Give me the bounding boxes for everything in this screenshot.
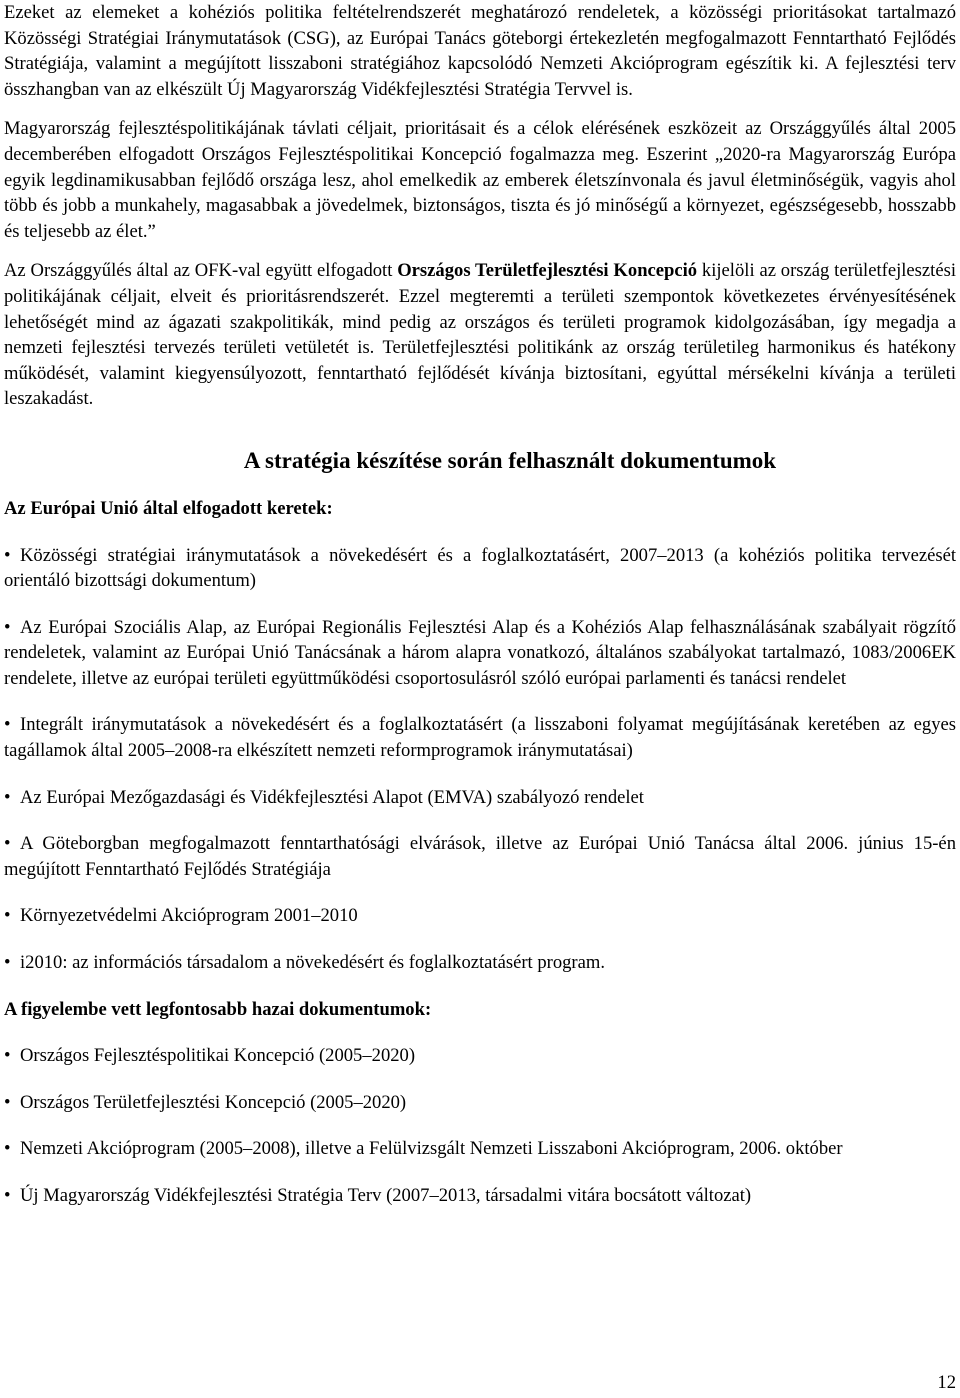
- eu-list-item: [4, 543, 956, 594]
- paragraph-otk-start: Az Országgyűlés által az OFK-val együtt elfogadott: [4, 260, 398, 282]
- eu-list-item: [4, 712, 956, 763]
- hu-section-title: A figyelembe vett legfontosabb hazai dokumentumok:: [4, 998, 432, 1020]
- eu-list-item-text: A Göteborgban megfogalmazott fenntarthatósági elvárások, illetve az Európai Unió Tanácsa által 2006. június 15-én megújított Fenntartható Fejlődés Stratégiája: [4, 833, 956, 880]
- eu-list-item: [4, 615, 956, 692]
- hu-list-item: [4, 1183, 956, 1209]
- eu-list-item-text: Környezetvédelmi Akcióprogram 2001–2010: [20, 905, 358, 927]
- hu-list-item-text: Nemzeti Akcióprogram (2005–2008), illetve a Felülvizsgált Nemzeti Lisszaboni Akcióprogram, 2006. október: [20, 1138, 843, 1160]
- bullet-icon: •: [4, 544, 11, 566]
- bullet-icon: •: [4, 905, 11, 927]
- bullet-icon: •: [4, 1185, 11, 1206]
- eu-list-item: [4, 903, 956, 929]
- bullet-icon: •: [4, 786, 11, 808]
- section-heading: A stratégia készítése során felhasznált dokumentumok: [243, 447, 777, 473]
- hu-list-item-text: Országos Területfejlesztési Koncepció (2005–2020): [20, 1091, 407, 1113]
- paragraph-otk-bold: Országos Területfejlesztési Koncepció: [397, 260, 698, 282]
- eu-list-item-text: i2010: az információs társadalom a növekedésért és foglalkoztatásért program.: [20, 952, 605, 974]
- bullet-icon: •: [4, 714, 11, 736]
- hu-list-item: [4, 1090, 956, 1116]
- paragraph-ofk: Magyarország fejlesztéspolitikájának távlati céljait, prioritásait és a célok elérésének eszközeit az Országgyűlés által 2005 decemberében elfogadott Országos Fejlesztéspolitikai Koncepció fogalmazza meg. Eszerint „2020-ra Magyarország Európa egyik legdinamikusabban fejlődő országa lesz, ahol emelkedik az emberek életszínvonala és javul életminőségük, vagyis ahol több és jobb a munkahely, magasabbak a jövedelmek, biztonságos, tiszta és jó minőségű a környezet, egészségesebb, hosszabb és teljesebb az élet.”: [4, 118, 956, 242]
- eu-list-item-text: Az Európai Szociális Alap, az Európai Regionális Fejlesztési Alap és a Kohéziós Alap felhasználásának szabályait rögzítő rendeletek, valamint az Európai Unió Tanácsának a három alapra vonatkozó, általános szabályokat tartalmazó, 1083/2006EK rendelete, illetve az európai területi együttműködési csoportosulásról szóló európai parlamenti és tanácsi rendelet: [4, 616, 956, 689]
- eu-list-item: [4, 831, 956, 882]
- eu-list-item-text: Integrált iránymutatások a növekedésért és a foglalkoztatásért (a lisszaboni folyamat megújításának keretében az egyes tagállamok által 2005–2008-ra elkészített nemzeti reformprogramok iránymutatásai): [4, 714, 956, 762]
- bullet-icon: •: [4, 833, 11, 855]
- bullet-icon: •: [4, 1045, 11, 1067]
- hu-list-item: [4, 1043, 956, 1069]
- page-number: 12: [937, 1372, 956, 1393]
- paragraph-otk-end: kijelöli az ország területfejlesztési politikájának céljait, elveit és prioritásrendszerét. Ezzel megteremti a területi szempontok következetes érvényesítésének lehetőségét mind az ágazati szakpolitikák, mind pedig az országos és területi programok kidolgozásában, így megadja a nemzeti fejlesztési tervezés területi vetületét is. Területfejlesztési politikánk az ország területileg harmonikus és hatékony működését, valamint kiegyensúlyozott, fenntartható fejlődését kívánja biztosítani, egyúttal mérsékelni kívánja a területi leszakadást.: [4, 260, 956, 410]
- eu-list-item: [4, 785, 956, 811]
- bullet-icon: •: [4, 1138, 11, 1160]
- hu-list-item-text: Országos Fejlesztéspolitikai Koncepció (2005–2020): [20, 1045, 416, 1067]
- paragraph-otk: [4, 258, 956, 412]
- eu-list-item-text: Közösségi stratégiai iránymutatások a növekedésért és a foglalkoztatásért, 2007–2013 (a kohéziós politika tervezését orientáló bizottsági dokumentum): [4, 544, 956, 592]
- eu-section-title: Az Európai Unió által elfogadott keretek:: [4, 497, 333, 519]
- hu-list-item: [4, 1136, 956, 1162]
- document-page: [4, 0, 956, 1209]
- eu-list-item-text: Az Európai Mezőgazdasági és Vidékfejlesztési Alapot (EMVA) szabályozó rendelet: [20, 786, 644, 808]
- bullet-icon: •: [4, 952, 11, 974]
- paragraph-intro: Ezeket az elemeket a kohéziós politika feltételrendszerét meghatározó rendeletek, a közösségi prioritásokat tartalmazó Közösségi Stratégiai Iránymutatások (CSG), az Európai Tanács göteborgi értekezletén megfogalmazott Fenntartható Fejlődés Stratégiája, valamint a megújított lisszaboni stratégiához kapcsolódó Nemzeti Akcióprogram egészítik ki. A fejlesztési terv összhangban van az elkészült Új Magyarország Vidékfejlesztési Stratégia Tervvel is.: [4, 2, 956, 100]
- bullet-icon: •: [4, 1091, 11, 1113]
- eu-list-item: [4, 950, 956, 976]
- hu-list-item-text: Új Magyarország Vidékfejlesztési Stratégia Terv (2007–2013, társadalmi vitára bocsátott változat): [20, 1185, 752, 1206]
- bullet-icon: •: [4, 616, 11, 638]
